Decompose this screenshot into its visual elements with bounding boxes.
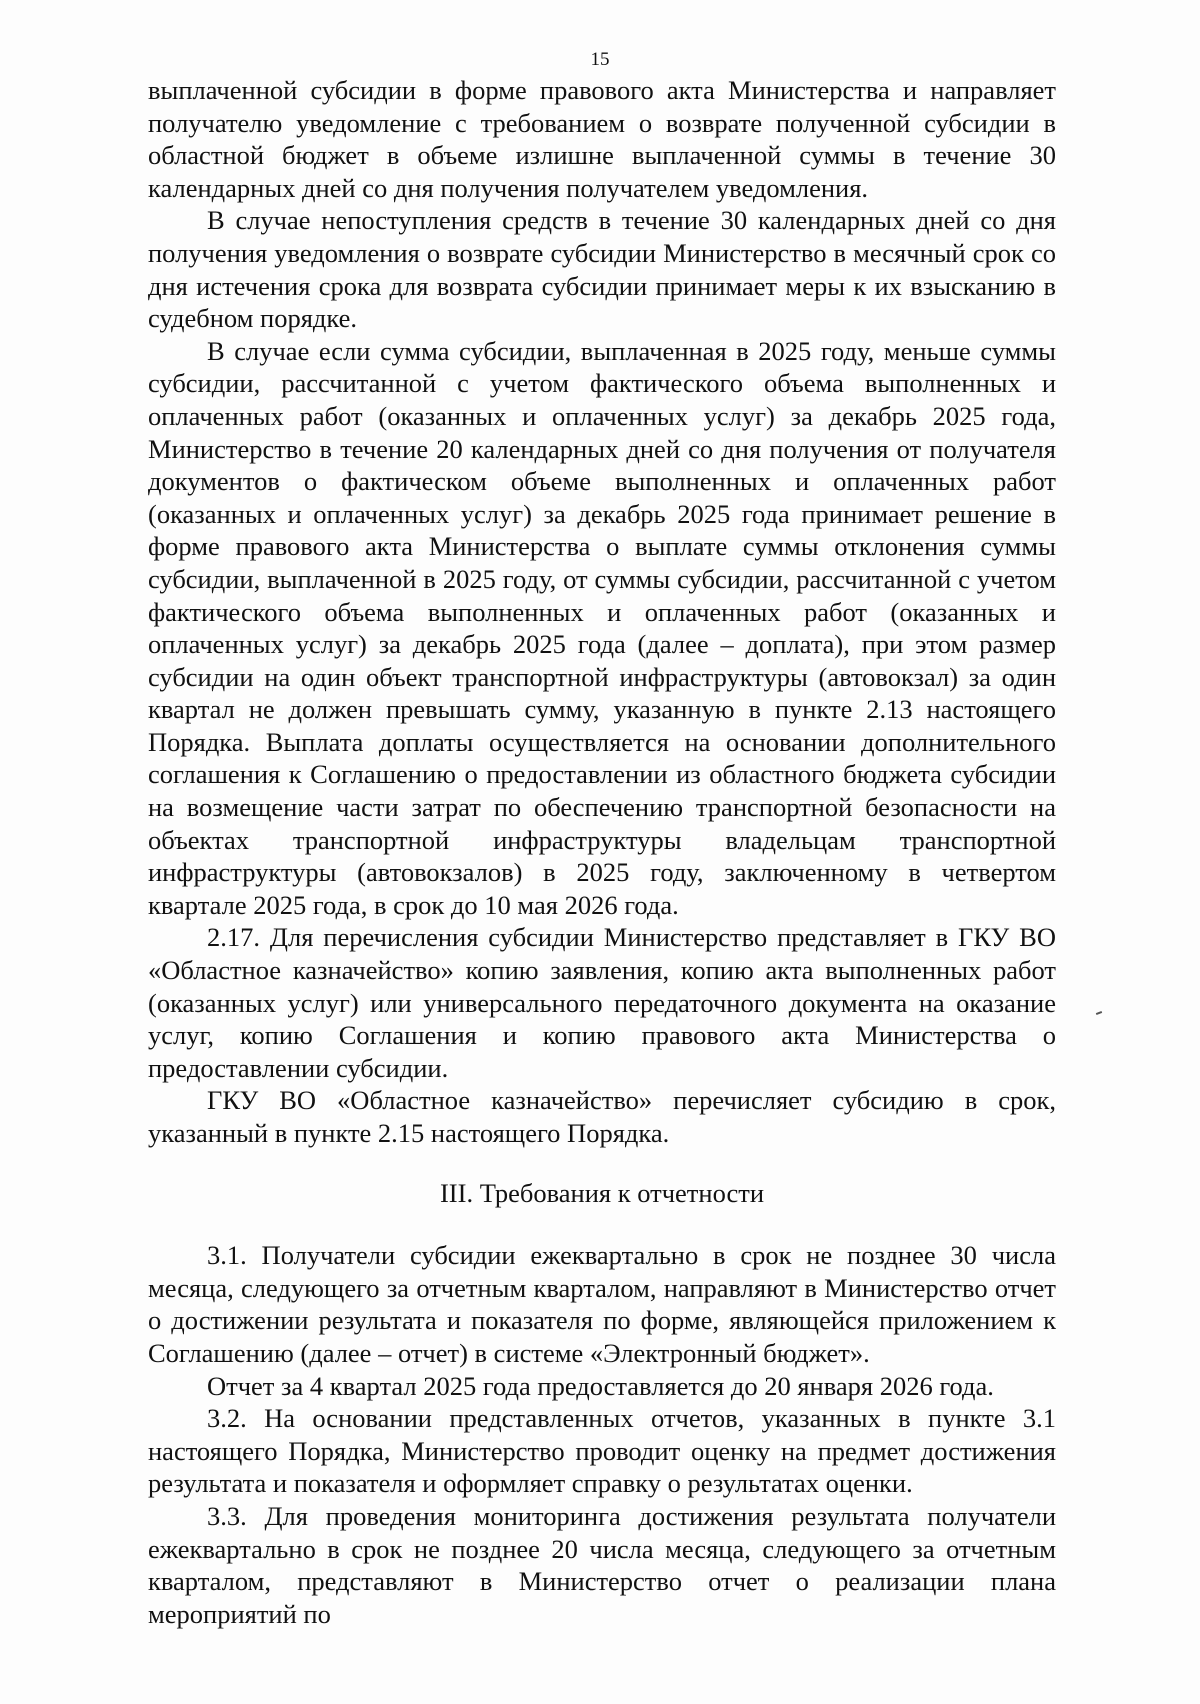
page-number: 15 — [590, 49, 610, 70]
document-body — [148, 74, 1056, 1630]
paragraph-continuation: выплаченной субсидии в форме правового акта Министерства и направляет получателю уведомление с требованием о возврате полученной субсидии в областной бюджет в объеме излишне выплаченной суммы в течение 30 календарных дней со дня получения получателем уведомления. — [148, 75, 1056, 203]
paragraph-3-3: 3.3. Для проведения мониторинга достижения результата получатели ежеквартально в срок не позднее 20 числа месяца, следующего за отчетным кварталом, представляют в Министерство отчет о реализации плана мероприятий по — [148, 1500, 1056, 1629]
paragraph-nonreceipt: В случае непоступления средств в течение 30 календарных дней со дня получения уведомления о возврате субсидии Министерство в месячный срок со дня истечения срока для возврата субсидии принимает меры к их взысканию в судебном порядке. — [148, 205, 1056, 334]
paragraph-treasury-transfer: ГКУ ВО «Областное казначейство» перечисляет субсидию в срок, указанный в пункте 2.15 настоящего Порядка. — [148, 1085, 1056, 1148]
paragraph-3-1: 3.1. Получатели субсидии ежеквартально в срок не позднее 30 числа месяца, следующего за отчетным кварталом, направляют в Министерство отчет о достижении результата и показателя по форме, являющейся приложением к Соглашению (далее – отчет) в системе «Электронный бюджет». — [148, 1240, 1056, 1368]
paragraph-2-17: 2.17. Для перечисления субсидии Министерство представляет в ГКУ ВО «Областное казначейство» копию заявления, копию акта выполненных работ (оказанных услуг) или универсального передаточного документа на оказание услуг, копию Соглашения и копию правового акта Министерства о предоставлении субсидии. — [148, 922, 1056, 1083]
paragraph-3-2: 3.2. На основании представленных отчетов, указанных в пункте 3.1 настоящего Порядка, Министерство проводит оценку на предмет достижения результата и показателя и оформляет справку о результатах оценки. — [148, 1403, 1056, 1499]
paragraph-additional-payment: В случае если сумма субсидии, выплаченная в 2025 году, меньше суммы субсидии, рассчитанной с учетом фактического объема выполненных и оплаченных работ (оказанных и оплаченных услуг) за декабрь 2025 года, Министерство в течение 20 календарных дней со дня получения от получателя документов о фактическом объеме выполненных и оплаченных работ (оказанных и оплаченных услуг) за декабрь 2025 года принимает решение в форме правового акта Министерства о выплате суммы отклонения суммы субсидии, выплаченной в 2025 году, от суммы субсидии, рассчитанной с учетом фактического объема выполненных и оплаченных работ (оказанных и оплаченных услуг) за декабрь 2025 года (далее – доплата), при этом размер субсидии на один объект транспортной инфраструктуры (автовокзал) за один квартал не должен превышать сумму, указанную в пункте 2.13 настоящего Порядка. Выплата доплаты осуществляется на основании дополнительного соглашения к Соглашению о предоставлении из областного бюджета субсидии на возмещение части затрат по обеспечению транспортной безопасности на объектах транспортной инфраструктуры владельцам транспортной инфраструктуры (автовокзалов) в 2025 году, заключенному в четвертом квартале 2025 года, в срок до 10 мая 2026 года. — [148, 335, 1056, 920]
section-heading-reporting: III. Требования к отчетности — [439, 1177, 765, 1208]
scan-speck — [1096, 1011, 1102, 1015]
paragraph-q4-report: Отчет за 4 квартал 2025 года предоставляется до 20 января 2026 года. — [207, 1370, 994, 1401]
